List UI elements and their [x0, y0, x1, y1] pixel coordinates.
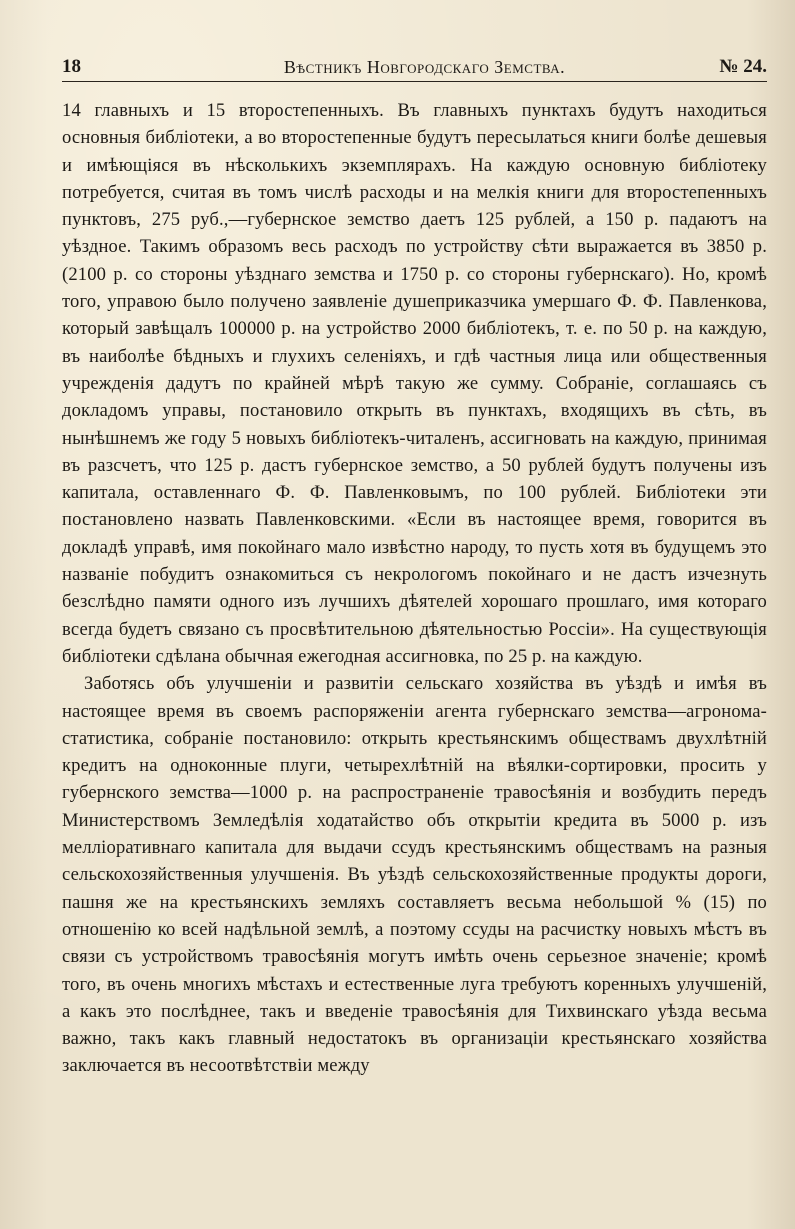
page-header	[62, 56, 767, 80]
page-number: 18	[62, 56, 81, 77]
running-title: Вѣстникъ Новгородскаго Земства.	[283, 57, 566, 77]
body-text	[62, 97, 767, 1080]
header-rule	[62, 81, 767, 82]
issue-number: № 24.	[719, 56, 767, 77]
paragraph-libraries: 14 главныхъ и 15 второстепенныхъ. Въ главныхъ пунктахъ будутъ находиться основныя библіотеки, а во второстепенные будутъ пересылаться книги болѣе дешевыя и имѣющіяся въ нѣсколькихъ экземплярахъ. На каждую основную библіотеку потребуется, считая въ томъ числѣ расходы и на мелкія книги для второстепенныхъ пунктовъ, 275 руб.,—губернское земство даетъ 125 рублей, а 150 р. падаютъ на уѣздное. Такимъ образомъ весь расходъ по устройству сѣти выражается въ 3850 р. (2100 р. со стороны уѣзднаго земства и 1750 р. со стороны губернскаго). Но, кромѣ того, управою было получено заявленіе душеприказчика умершаго Ф. Ф. Павленкова, который завѣщалъ 100000 р. на устройство 2000 библіотекъ, т. е. по 50 р. на каждую, въ наиболѣе бѣдныхъ и глухихъ селеніяхъ, и гдѣ частныя лица или общественныя учрежденія дадутъ по крайней мѣрѣ такую же сумму. Собраніе, соглашаясь съ докладомъ управы, постановило открыть въ пунктахъ, входящихъ въ сѣть, въ нынѣшнемъ же году 5 новыхъ библіотекъ-читаленъ, ассигновать на каждую, принимая въ разсчетъ, что 125 р. дастъ губернское земство, а 50 рублей будутъ получены изъ капитала, оставленнаго Ф. Ф. Павленковымъ, по 100 рублей. Библіотеки эти постановлено назвать Павленковскими. «Если въ настоящее время, говорится въ докладѣ управѣ, имя покойнаго мало извѣстно народу, то пусть хотя въ будущемъ это названіе побудитъ ознакомиться съ некрологомъ покойнаго и не дастъ изчезнуть безслѣдно памяти одного изъ лучшихъ дѣятелей хорошаго прошлаго, имя котораго всегда будетъ связано съ просвѣтительною дѣятельностью Россіи». На существующія библіотеки сдѣлана обычная ежегодная ассигновка, по 25 р. на каждую.	[62, 100, 767, 667]
paragraph-agriculture: Заботясь объ улучшеніи и развитіи сельскаго хозяйства въ уѣздѣ и имѣя въ настоящее время въ своемъ распоряженіи агента губернскаго земства—агронома-статистика, собраніе постановило: открыть крестьянскимъ обществамъ двухлѣтній кредитъ на одноконные плуги, четырехлѣтній на вѣялки-сортировки, просить у губернского земства—1000 р. на распространеніе травосѣянія и возбудить передъ Министерствомъ Земледѣлія ходатайство объ открытіи кредита въ 5000 р. изъ мелліоративнаго капитала для выдачи ссудъ крестьянскимъ обществамъ на разныя сельскохозяйственныя улучшенія. Въ уѣздѣ сельскохозяйственные продукты дороги, пашня же на крестьянскихъ земляхъ составляетъ весьма небольшой % (15) по отношенію ко всей надѣльной землѣ, а поэтому ссуды на расчистку новыхъ мѣстъ въ связи съ устройствомъ травосѣянія могутъ имѣть очень серьезное значеніе; кромѣ того, въ очень многихъ мѣстахъ и естественные луга требуютъ коренныхъ улучшеній, а какъ это послѣднее, такъ и введеніе травосѣянія для Тихвинскаго уѣзда весьма важно, такъ какъ главный недостатокъ въ организаціи крестьянскаго хозяйства заключается въ несоотвѣтствіи между	[62, 673, 767, 1077]
